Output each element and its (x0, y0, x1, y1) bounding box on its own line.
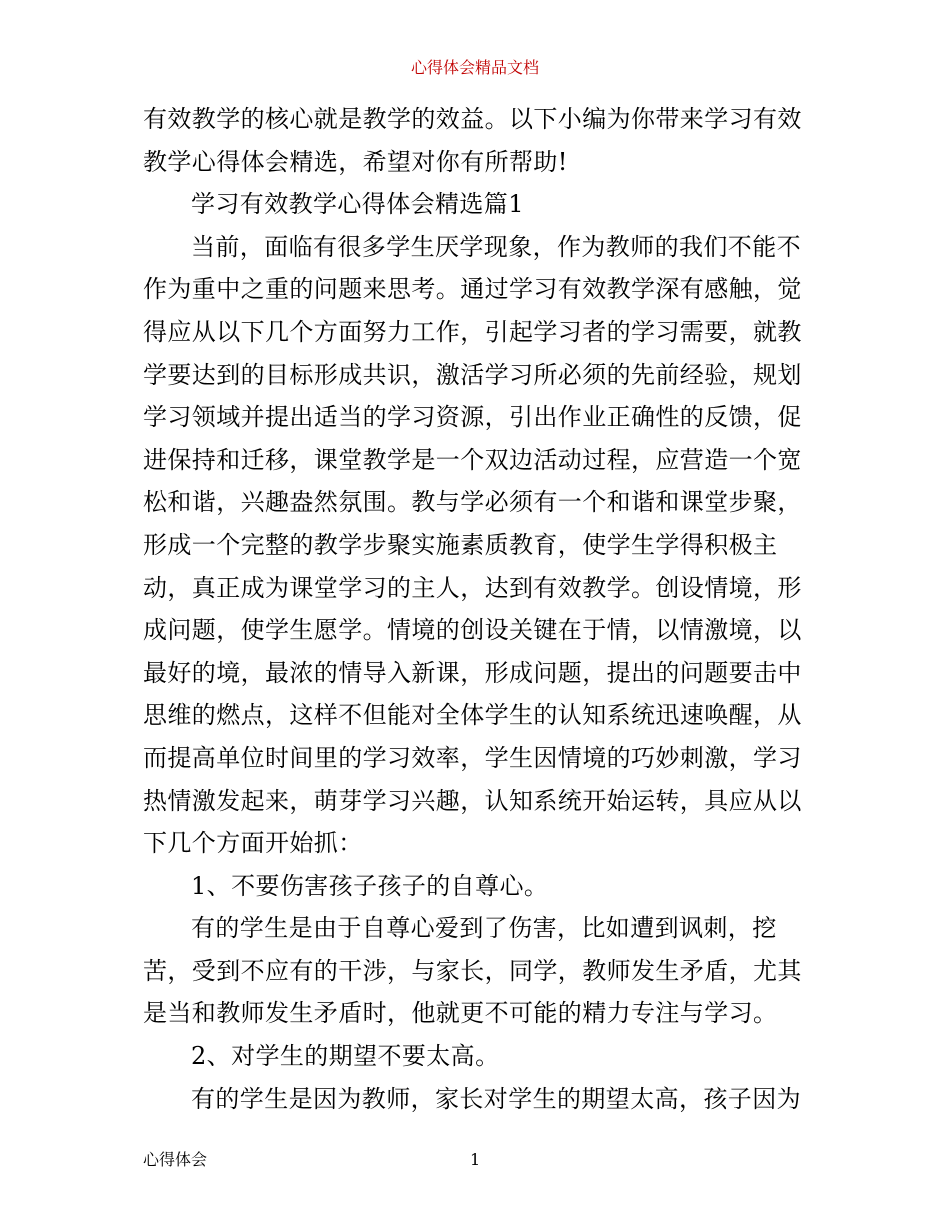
list-item-heading: 2、对学生的期望不要太高。 (191, 1042, 500, 1071)
text-line: 有的学生是因为教师，家长对学生的期望太高，孩子因为 (191, 1084, 801, 1113)
text-line: 形成一个完整的教学步聚实施素质教育，使学生学得积极主 (143, 530, 778, 559)
text-line: 学要达到的目标形成共识，激活学习所必须的先前经验，规划 (143, 360, 802, 389)
text-line: 而提高单位时间里的学习效率，学生因情境的巧妙刺激，学习 (143, 743, 802, 772)
document-body (143, 98, 813, 1120)
page-header-title: 心得体会精品文档 (410, 58, 539, 77)
section-heading: 学习有效教学心得体会精选篇1 (191, 190, 524, 219)
page-number: 1 (470, 1150, 481, 1169)
text-line: 动，真正成为课堂学习的主人，达到有效教学。创设情境，形 (143, 573, 802, 602)
text-line: 教学心得体会精选，希望对你有所帮助! (143, 147, 568, 176)
text-line: 有的学生是由于自尊心爱到了伤害，比如遭到讽刺，挖 (191, 914, 777, 943)
text-line: 下几个方面开始抓： (143, 829, 363, 858)
text-line: 作为重中之重的问题来思考。通过学习有效教学深有感触，觉 (143, 275, 802, 304)
footer-label: 心得体会 (143, 1150, 208, 1169)
text-line: 得应从以下几个方面努力工作，引起学习者的学习需要，就教 (143, 317, 802, 346)
text-line: 苦，受到不应有的干涉，与家长，同学，教师发生矛盾，尤其 (143, 956, 802, 985)
text-line: 热情激发起来，萌芽学习兴趣，认知系统开始运转，具应从以 (143, 786, 802, 815)
text-line: 最好的境，最浓的情导入新课，形成问题，提出的问题要击中 (143, 658, 802, 687)
list-item-heading: 1、不要伤害孩子孩子的自尊心。 (191, 871, 549, 900)
text-line: 有效教学的核心就是教学的效益。以下小编为你带来学习有效 (143, 105, 802, 133)
text-line: 当前，面临有很多学生厌学现象，作为教师的我们不能不 (191, 232, 801, 261)
text-line: 思维的燃点，这样不但能对全体学生的认知系统迅速唤醒，从 (143, 701, 802, 730)
text-line: 成问题，使学生愿学。情境的创设关键在于情，以情激境，以 (143, 616, 802, 645)
text-line: 是当和教师发生矛盾时，他就更不可能的精力专注与学习。 (143, 999, 778, 1028)
text-line: 松和谐，兴趣盎然氛围。教与学必须有一个和谐和课堂步聚， (143, 488, 802, 517)
text-line: 学习领域并提出适当的学习资源，引出作业正确性的反馈，促 (143, 403, 802, 432)
text-line: 进保持和迁移，课堂教学是一个双边活动过程，应营造一个宽 (143, 445, 802, 474)
